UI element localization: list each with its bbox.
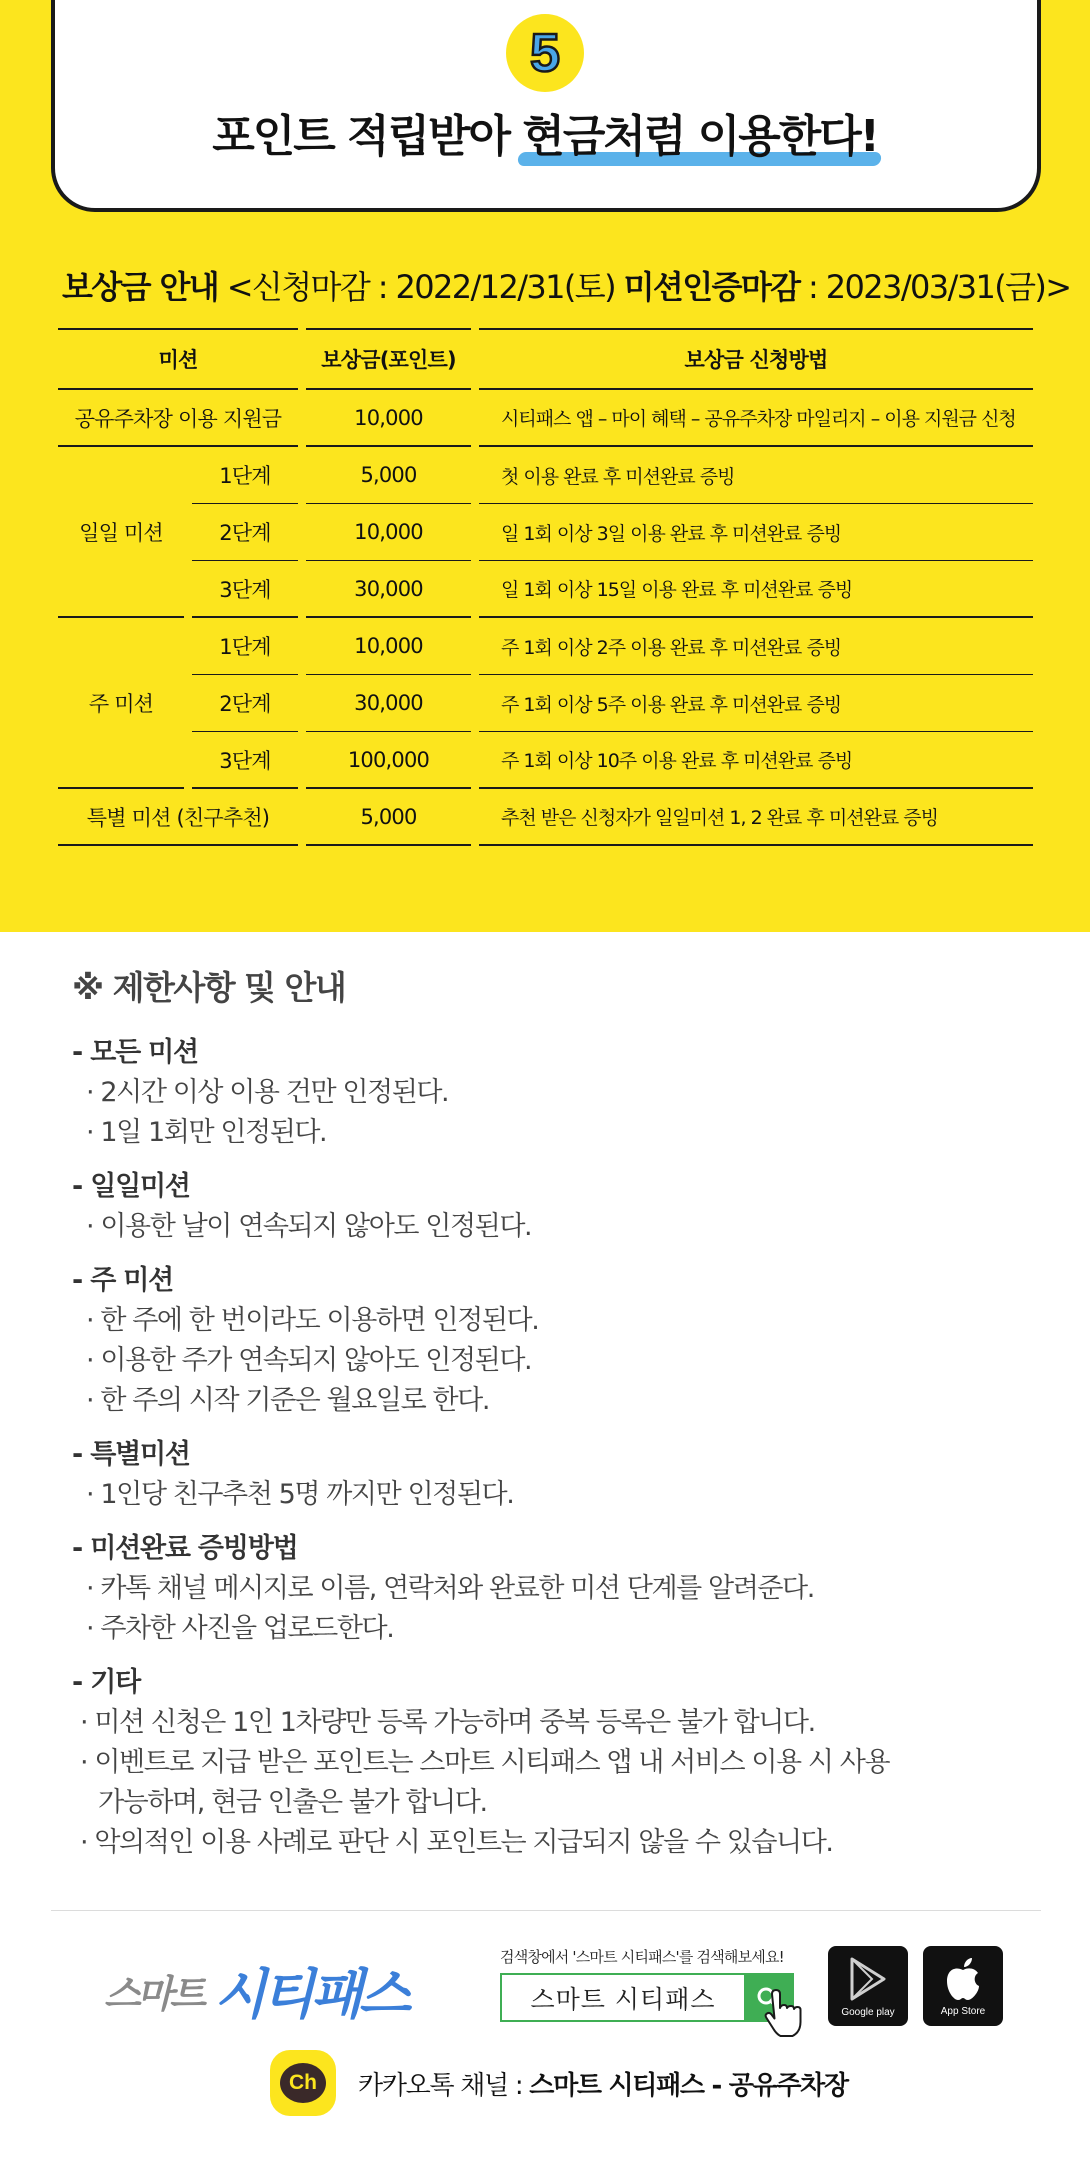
note-item: · 1인당 친구추천 5명 까지만 인정된다. — [86, 1479, 514, 1510]
pointer-hand-icon — [760, 1988, 804, 2038]
note-heading: - 기타 — [72, 1667, 140, 1698]
note-item: · 한 주에 한 번이라도 이용하면 인정된다. — [86, 1305, 539, 1336]
method-cell: 시티패스 앱 – 마이 혜택 – 공유주차장 마일리지 – 이용 지원금 신청 — [479, 390, 1033, 447]
note-item — [72, 1743, 1032, 1823]
table-header-row — [58, 328, 1033, 390]
search-hint: 검색창에서 '스마트 시티패스'를 검색해보세요! — [500, 1948, 784, 1966]
amount-cell: 100,000 — [306, 732, 471, 789]
header-mission: 미션 — [58, 328, 298, 390]
google-play-label: Google play — [841, 2006, 895, 2018]
note-item: · 미션 신청은 1인 1차량만 등록 가능하며 중복 등록은 불가 합니다. — [80, 1707, 815, 1738]
method-cell: 주 1회 이상 10주 이용 완료 후 미션완료 증빙 — [479, 732, 1033, 789]
note-group-all — [72, 1033, 1032, 1153]
reward-label: 보상금 안내 — [62, 268, 219, 306]
header-reward: 보상금(포인트) — [306, 328, 471, 390]
stage-cell: 1단계 — [192, 447, 298, 504]
kakao-channel[interactable] — [270, 2050, 848, 2116]
note-item-line: 가능하며, 현금 인출은 불가 합니다. — [98, 1787, 487, 1818]
reward-heading — [62, 262, 1071, 308]
note-group-daily — [72, 1167, 1032, 1247]
stage-cell: 2단계 — [192, 675, 298, 732]
search-input[interactable]: 스마트 시티패스 — [530, 1984, 716, 2014]
group-daily: 일일 미션 — [58, 447, 184, 618]
stage-cell: 3단계 — [192, 732, 298, 789]
hero-title — [0, 100, 1090, 164]
footer-divider — [51, 1910, 1041, 1911]
method-cell: 일 1회 이상 15일 이용 완료 후 미션완료 증빙 — [479, 561, 1033, 618]
kakao-channel-name: 스마트 시티패스 - 공유주차장 — [529, 2070, 848, 2101]
amount-cell: 10,000 — [306, 504, 471, 561]
note-item: · 한 주의 시작 기준은 월요일로 한다. — [86, 1385, 490, 1416]
table-row — [58, 390, 1033, 447]
google-play-button[interactable] — [828, 1946, 908, 2026]
reward-table — [58, 328, 1033, 846]
google-play-icon — [846, 1955, 890, 2003]
note-heading: - 일일미션 — [72, 1171, 190, 1202]
note-group-proof — [72, 1529, 1032, 1649]
reward-section — [0, 0, 1090, 932]
app-store-button[interactable] — [923, 1946, 1003, 2026]
apply-deadline: <신청마감 : 2022/12/31(토) — [226, 268, 615, 306]
app-store-label: App Store — [940, 2005, 986, 2017]
note-heading: - 특별미션 — [72, 1439, 190, 1470]
logo-big-text: 시티패스 — [214, 1963, 407, 2026]
kakao-label: 카카오톡 채널 : — [358, 2070, 530, 2101]
note-heading: - 모든 미션 — [72, 1037, 198, 1068]
amount-cell: 30,000 — [306, 675, 471, 732]
note-item: · 악의적인 이용 사례로 판단 시 포인트는 지급되지 않을 수 있습니다. — [80, 1827, 833, 1858]
mission-cell: 공유주차장 이용 지원금 — [58, 390, 298, 447]
table-row — [58, 561, 1033, 618]
method-cell: 첫 이용 완료 후 미션완료 증빙 — [479, 447, 1033, 504]
note-group-weekly — [72, 1261, 1032, 1421]
logo-small-text: 스마트 — [104, 1972, 203, 2016]
table-row — [58, 504, 1033, 561]
amount-cell: 10,000 — [306, 390, 471, 447]
kakao-channel-icon — [270, 2050, 336, 2116]
mission-cell: 특별 미션 (친구추천) — [58, 789, 298, 846]
stage-cell: 3단계 — [192, 561, 298, 618]
note-item: · 이용한 주가 연속되지 않아도 인정된다. — [86, 1345, 532, 1376]
group-weekly: 주 미션 — [58, 618, 184, 789]
note-item-line: · 이벤트로 지급 받은 포인트는 스마트 시티패스 앱 내 서비스 이용 시 사용 — [80, 1747, 890, 1778]
note-group-etc — [72, 1663, 1032, 1863]
step-number-badge: 5 — [506, 14, 584, 92]
stage-cell: 2단계 — [192, 504, 298, 561]
header-method: 보상금 신청방법 — [479, 328, 1033, 390]
hero-title-highlight: 현금처럼 이용한다! — [522, 100, 877, 164]
amount-cell: 30,000 — [306, 561, 471, 618]
note-item: · 카톡 채널 메시지로 이름, 연락처와 완료한 미션 단계를 알려준다. — [86, 1573, 814, 1604]
table-row — [58, 675, 1033, 732]
amount-cell: 10,000 — [306, 618, 471, 675]
method-cell: 주 1회 이상 2주 이용 완료 후 미션완료 증빙 — [479, 618, 1033, 675]
method-cell: 주 1회 이상 5주 이용 완료 후 미션완료 증빙 — [479, 675, 1033, 732]
table-row — [58, 618, 1033, 675]
table-row — [58, 447, 1033, 504]
amount-cell: 5,000 — [306, 789, 471, 846]
table-row — [58, 789, 1033, 846]
note-heading: - 주 미션 — [72, 1265, 174, 1296]
table-row — [58, 732, 1033, 789]
note-item: · 이용한 날이 연속되지 않아도 인정된다. — [86, 1211, 532, 1242]
note-heading: - 미션완료 증빙방법 — [72, 1533, 298, 1564]
kakao-badge: Ch — [280, 2063, 326, 2103]
note-item: · 주차한 사진을 업로드한다. — [86, 1613, 394, 1644]
note-item: · 2시간 이상 이용 건만 인정된다. — [86, 1077, 449, 1108]
method-cell: 일 1회 이상 3일 이용 완료 후 미션완료 증빙 — [479, 504, 1033, 561]
kakao-channel-text — [358, 2065, 848, 2102]
smart-citypass-logo — [104, 1952, 464, 2026]
note-group-special — [72, 1435, 1032, 1515]
search-box[interactable] — [500, 1973, 794, 2022]
note-item: · 1일 1회만 인정된다. — [86, 1117, 327, 1148]
restrictions-notes — [72, 962, 1032, 1877]
notes-title: ※ 제한사항 및 안내 — [72, 968, 346, 1007]
mission-deadline: : 2023/03/31(금)> — [799, 268, 1071, 306]
apple-icon — [943, 1956, 983, 2002]
mission-deadline-label: 미션인증마감 — [623, 268, 800, 306]
stage-cell: 1단계 — [192, 618, 298, 675]
amount-cell: 5,000 — [306, 447, 471, 504]
hero-title-plain: 포인트 적립받아 — [212, 111, 523, 162]
method-cell: 추천 받은 신청자가 일일미션 1, 2 완료 후 미션완료 증빙 — [479, 789, 1033, 846]
